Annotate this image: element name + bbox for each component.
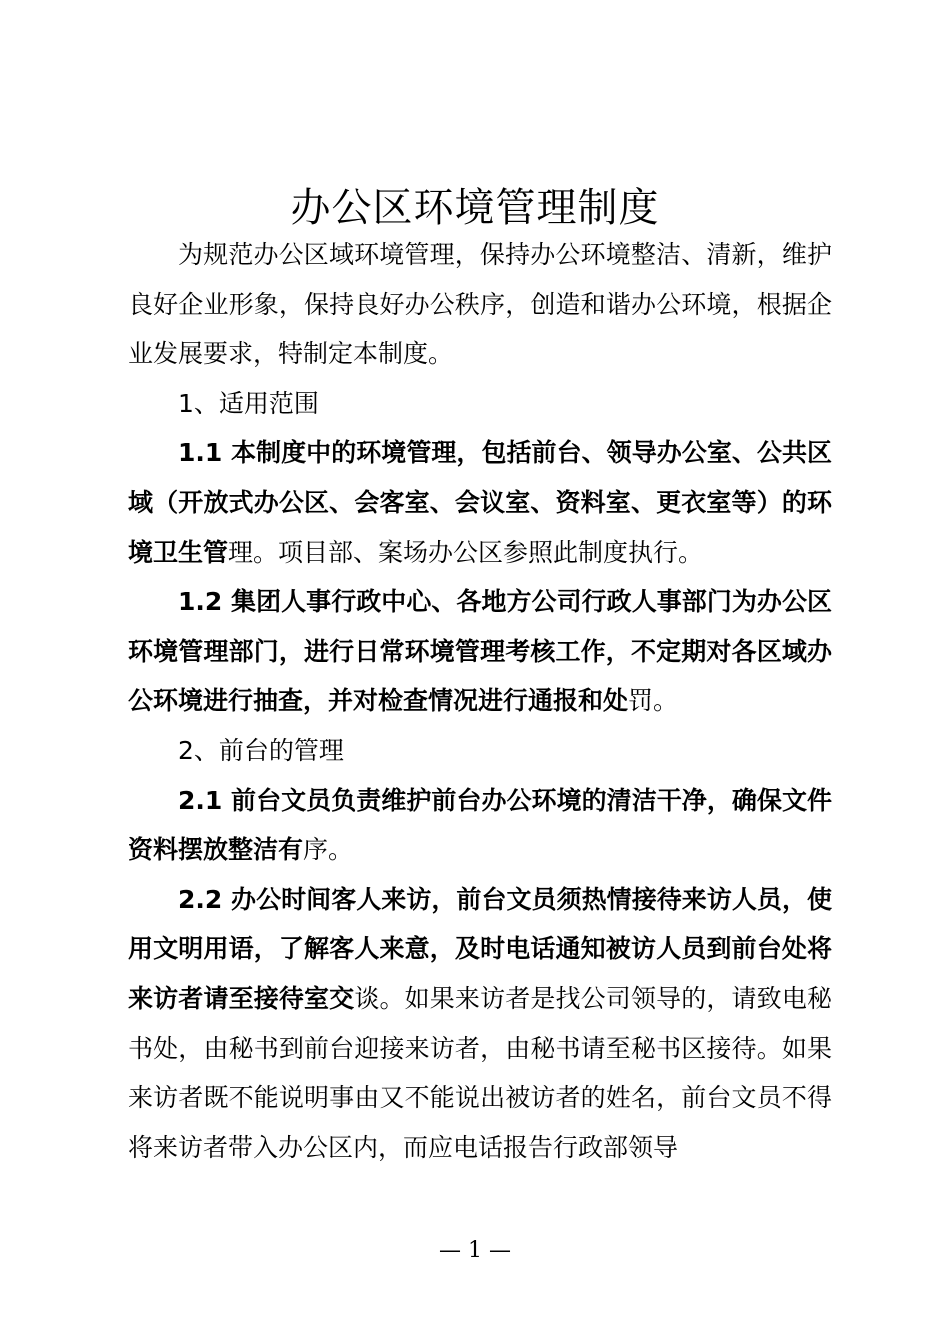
clause-regular-text: 理。项目部、案场办公区参照此制度执行。	[228, 537, 704, 567]
clause-bold-text: 1.1 本制度中的环境管理，包括前台、领导办公室、公共区域（开放式办公区、会客室、会议室、资料室、更衣室等）的环境卫生管	[128, 438, 832, 567]
section-heading-text: 2、前台的管理	[178, 735, 344, 765]
paragraph-intro	[128, 230, 832, 379]
section-heading-front-desk	[128, 726, 832, 776]
clause-bold-text: 2.1 前台文员负责维护前台办公环境的清洁干净，确保文件资料摆放整洁有	[128, 785, 832, 865]
document-title: 办公区环境管理制度	[290, 185, 660, 231]
clause-2-1	[128, 776, 832, 875]
clause-regular-text: 序。	[303, 835, 354, 865]
paragraph-text: 为规范办公区域环境管理，保持办公环境整洁、清新，维护良好企业形象，保持良好办公秩序，创造和谐办公环境，根据企业发展要求，特制定本制度。	[128, 240, 832, 369]
section-heading-text: 1、适用范围	[178, 388, 319, 418]
clause-2-2	[128, 875, 832, 1173]
clause-bold-text: 2.2 办公时间客人来访，前台文员须热情接待来访人员，使用文明用语，了解客人来意，及时电话通知被访人员到前台处将来访者请至接待室交	[128, 884, 832, 1013]
clause-1-1	[128, 428, 832, 577]
clause-regular-text: 罚。	[628, 686, 679, 716]
page-number: — 1 —	[439, 1238, 511, 1263]
section-heading-scope	[128, 379, 832, 429]
document-body	[128, 230, 832, 1172]
clause-bold-text: 1.2 集团人事行政中心、各地方公司行政人事部门为办公区环境管理部门，进行日常环境管理考核工作，不定期对各区域办公环境进行抽查，并对检查情况进行通报和处	[128, 587, 832, 716]
clause-regular-text: 谈。如果来访者是找公司领导的，请致电秘书处，由秘书到前台迎接来访者，由秘书请至秘书区接待。如果来访者既不能说明事由又不能说出被访者的姓名，前台文员不得将来访者带入办公区内，而应电话报告行政部领导	[128, 983, 832, 1162]
clause-1-2	[128, 577, 832, 726]
